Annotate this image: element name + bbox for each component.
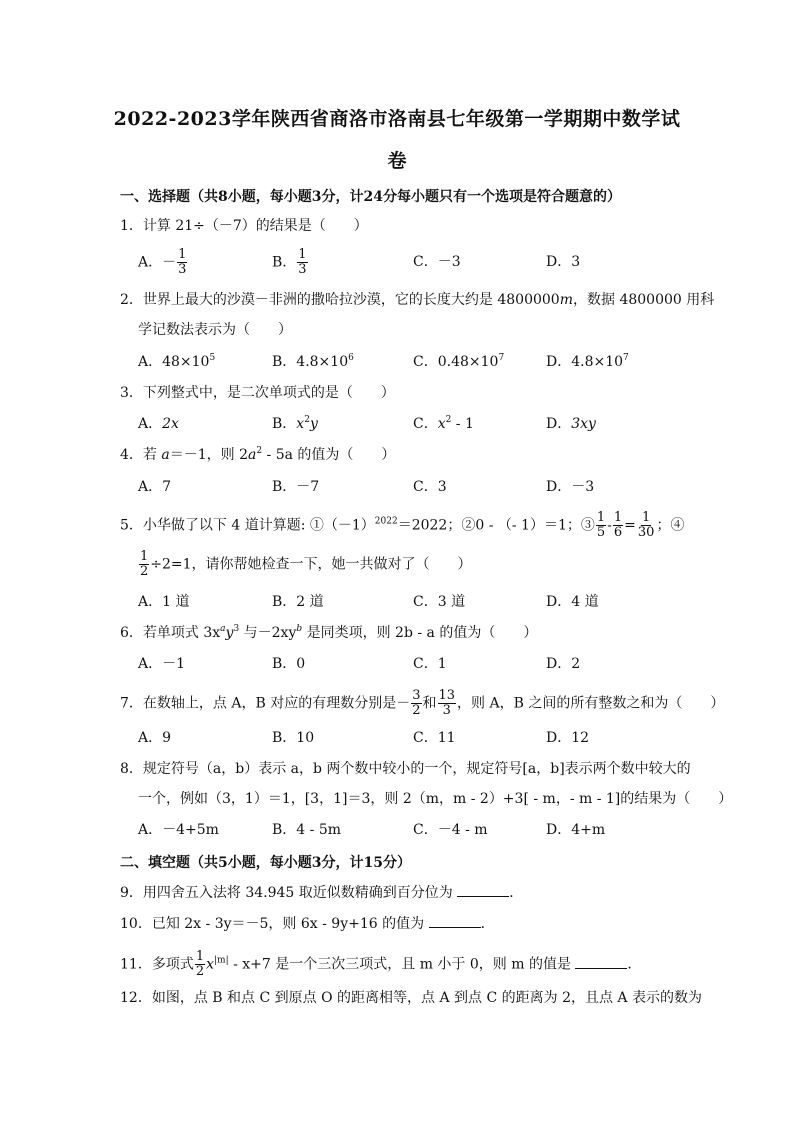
- question-8-option-b: B．4 - 5m: [272, 822, 342, 838]
- question-9-text: 9．用四舍五入法将 34.945 取近似数精确到百分位为 ．: [120, 885, 524, 901]
- question-7-option-d: D．12: [546, 730, 590, 746]
- question-4-option-c: C．3: [413, 479, 447, 495]
- question-6-option-d: D．2: [546, 656, 581, 672]
- section1-heading: 一、选择题（共8小题，每小题3分，计24分每小题只有一个选项是符合题意的）: [120, 189, 621, 205]
- question-6-option-a: A．－1: [138, 656, 186, 672]
- question-2-option-c: C．$0.48\times 10^7$: [413, 353, 505, 370]
- question-3-option-c: C．$x^2 - 1$: [413, 415, 474, 432]
- question-3-text: 3．下列整式中，是二次单项式的是（ ）: [120, 385, 395, 401]
- question-2-option-a: A．$48\times 10^5$: [138, 353, 216, 370]
- question-5-option-b: B．2 道: [272, 594, 324, 610]
- question-3-option-d: D．3xy: [546, 416, 596, 432]
- question-3-option-b: B．$x^2y$: [272, 415, 318, 432]
- question-7-text: 7．在数轴上，点 A，B 对应的有理数分别是－ $\frac{3}{2}$ 和 $\frac{13}{3}$ ，则 A，B 之间的所有整数之和为（ ）: [120, 688, 725, 718]
- question-2-option-d: D．$4.8\times 10^7$: [546, 353, 629, 370]
- answer-blank[interactable]: [575, 956, 627, 969]
- question-4-option-d: D．－3: [546, 479, 595, 495]
- question-5-option-d: D．4 道: [546, 594, 599, 610]
- question-1-option-a: A．－ $\frac{1}{3}$: [138, 247, 187, 277]
- question-10-text: 10．已知 2x - 3y＝－5，则 6x - 9y+16 的值为 ．: [120, 916, 495, 932]
- answer-blank[interactable]: [429, 915, 481, 928]
- question-5-option-c: C．3 道: [413, 594, 466, 610]
- exam-title-line2: 卷: [387, 150, 407, 172]
- question-8-option-c: C．－4 - m: [413, 822, 488, 838]
- question-4-option-a: A．7: [138, 479, 172, 495]
- question-1-option-d: D．3: [546, 254, 581, 270]
- question-5-option-a: A．1 道: [138, 594, 190, 610]
- question-11-text: 11．多项式 $\frac{1}{2}$ $x^{|m|} - x+7$ 是一个三次三项式，且 m 小于 0，则 m 的值是 ．: [120, 949, 642, 979]
- question-1-text: 1．计算 21÷（－7）的结果是（ ）: [120, 218, 368, 234]
- question-8-option-a: A．－4+5m: [138, 822, 219, 838]
- question-2-line2: 学记数法表示为（ ）: [138, 322, 292, 338]
- question-12-text: 12．如图，点 B 和点 C 到原点 O 的距离相等，点 A 到点 C 的距离为 2，且点 A 表示的数为: [120, 990, 702, 1006]
- question-4-text: 4．若 a＝－1，则 $2a^2 - 5a$ 的值为（ ）: [120, 446, 396, 463]
- question-7-option-a: A．9: [138, 730, 172, 746]
- question-3-option-a: A．2x: [138, 416, 179, 432]
- question-6-option-b: B．0: [272, 656, 306, 672]
- question-6-text: 6．若单项式 $3x^ay^3$ 与$-2xy^b$ 是同类项，则 2b - a 的值为（ ）: [120, 624, 538, 641]
- question-5-line2: $\frac{1}{2}$ ÷2=1，请你帮她检查一下，她一共做对了（ ）: [140, 549, 472, 579]
- question-5-line1: 5．小华做了以下 4 道计算题: $①(-1)^{2022}=2022$；②0 - （- 1）＝1；③ $\frac{1}{5}$ - $\frac{1}{6}$ = $\frac{1}{30}$ ；④: [120, 510, 685, 540]
- question-2-option-b: B．$4.8\times 10^6$: [272, 353, 354, 370]
- section2-heading: 二、填空题（共5小题，每小题3分，计15分）: [120, 855, 411, 871]
- answer-blank[interactable]: [457, 884, 509, 897]
- question-6-option-c: C．1: [413, 656, 447, 672]
- question-7-option-b: B．10: [272, 730, 315, 746]
- question-4-option-b: B．－7: [272, 479, 320, 495]
- question-8-option-d: D．4+m: [546, 822, 606, 838]
- question-1-option-b: B． $\frac{1}{3}$: [272, 247, 307, 277]
- question-8-line2: 一个，例如（3，1）＝1，[3，1]＝3，则 2（m，m - 2）+3[ - m，- m - 1]的结果为（ ）: [138, 791, 733, 807]
- question-1-option-c: C．－3: [413, 254, 461, 270]
- exam-title-line1: 2022-2023学年陕西省商洛市洛南县七年级第一学期期中数学试: [113, 108, 681, 130]
- question-8-line1: 8．规定符号（a，b）表示 a，b 两个数中较小的一个，规定符号[a，b]表示两个数中较大的: [120, 761, 691, 777]
- question-7-option-c: C．11: [413, 730, 456, 746]
- question-2-line1: 2．世界上最大的沙漠－非洲的撒哈拉沙漠，它的长度大约是 4800000m，数据 4800000 用科: [120, 292, 715, 308]
